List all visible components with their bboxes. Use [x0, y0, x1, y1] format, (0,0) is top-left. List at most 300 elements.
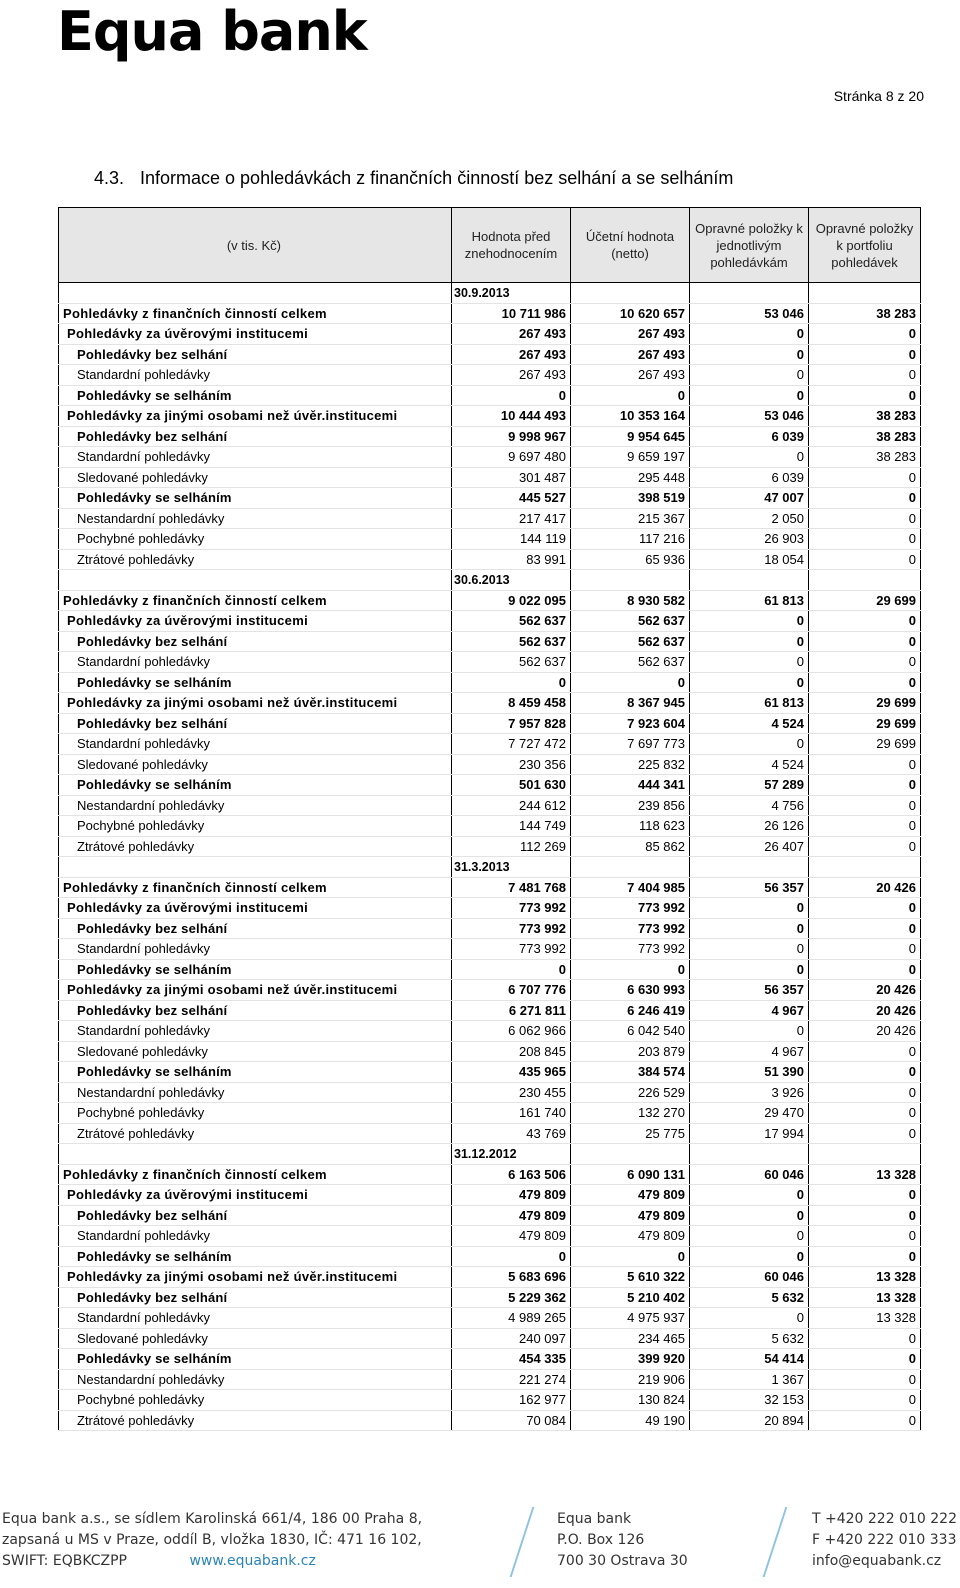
value-cell: 244 612 — [452, 795, 571, 816]
table-row — [59, 959, 921, 980]
row-label: Pochybné pohledávky — [59, 816, 452, 837]
value-cell: 118 623 — [571, 816, 690, 837]
value-cell: 29 699 — [809, 693, 921, 714]
date-row-spacer — [809, 1144, 921, 1165]
row-label: Standardní pohledávky — [59, 1308, 452, 1329]
value-cell: 0 — [690, 1308, 809, 1329]
value-cell: 5 632 — [690, 1328, 809, 1349]
table-row — [59, 1226, 921, 1247]
footer-postal — [557, 1509, 688, 1572]
table-row — [59, 1267, 921, 1288]
table-row — [59, 1390, 921, 1411]
date-row-spacer — [571, 283, 690, 304]
table-row — [59, 467, 921, 488]
table-row — [59, 1164, 921, 1185]
value-cell: 384 574 — [571, 1062, 690, 1083]
table-body — [59, 283, 921, 1431]
date-row-spacer — [690, 283, 809, 304]
value-cell: 454 335 — [452, 1349, 571, 1370]
row-label: Nestandardní pohledávky — [59, 508, 452, 529]
value-cell: 0 — [690, 1246, 809, 1267]
value-cell: 773 992 — [452, 918, 571, 939]
date-row-spacer — [571, 570, 690, 591]
value-cell: 0 — [809, 816, 921, 837]
row-label: Pohledávky bez selhání — [59, 713, 452, 734]
value-cell: 0 — [690, 324, 809, 345]
value-cell: 49 190 — [571, 1410, 690, 1431]
value-cell: 0 — [809, 959, 921, 980]
row-label: Pohledávky bez selhání — [59, 426, 452, 447]
value-cell: 0 — [571, 959, 690, 980]
table-row — [59, 324, 921, 345]
value-cell: 51 390 — [690, 1062, 809, 1083]
value-cell: 479 809 — [452, 1185, 571, 1206]
value-cell: 4 967 — [690, 1041, 809, 1062]
footer-line: Equa bank a.s., se sídlem Karolinská 661/4, 186 00 Praha 8, — [2, 1511, 423, 1527]
value-cell: 0 — [809, 1082, 921, 1103]
table-row — [59, 631, 921, 652]
value-cell: 0 — [690, 672, 809, 693]
row-label: Nestandardní pohledávky — [59, 1369, 452, 1390]
value-cell: 0 — [809, 467, 921, 488]
value-cell: 773 992 — [452, 898, 571, 919]
footer-fax: F +420 222 010 333 — [812, 1532, 957, 1548]
row-label: Standardní pohledávky — [59, 939, 452, 960]
value-cell: 0 — [571, 1246, 690, 1267]
date-row-spacer — [690, 1144, 809, 1165]
row-label: Standardní pohledávky — [59, 1021, 452, 1042]
value-cell: 240 097 — [452, 1328, 571, 1349]
value-cell: 13 328 — [809, 1287, 921, 1308]
table-row — [59, 508, 921, 529]
value-cell: 0 — [809, 611, 921, 632]
value-cell: 0 — [690, 365, 809, 386]
value-cell: 132 270 — [571, 1103, 690, 1124]
value-cell: 18 054 — [690, 549, 809, 570]
value-cell: 773 992 — [571, 939, 690, 960]
row-label: Pochybné pohledávky — [59, 1103, 452, 1124]
table-row — [59, 1062, 921, 1083]
table-row — [59, 426, 921, 447]
table-row — [59, 344, 921, 365]
value-cell: 445 527 — [452, 488, 571, 509]
value-cell: 773 992 — [571, 918, 690, 939]
row-label: Pohledávky za jinými osobami než úvěr.institucemi — [59, 980, 452, 1001]
value-cell: 234 465 — [571, 1328, 690, 1349]
value-cell: 6 163 506 — [452, 1164, 571, 1185]
table-row — [59, 795, 921, 816]
value-cell: 5 632 — [690, 1287, 809, 1308]
value-cell: 162 977 — [452, 1390, 571, 1411]
footer-line — [2, 1551, 422, 1572]
value-cell: 4 524 — [690, 713, 809, 734]
value-cell: 32 153 — [690, 1390, 809, 1411]
footer — [0, 1503, 960, 1588]
value-cell: 295 448 — [571, 467, 690, 488]
table-row — [59, 1041, 921, 1062]
row-label: Pohledávky bez selhání — [59, 1205, 452, 1226]
value-cell: 267 493 — [452, 344, 571, 365]
row-label: Pohledávky za jinými osobami než úvěr.institucemi — [59, 406, 452, 427]
value-cell: 5 229 362 — [452, 1287, 571, 1308]
value-cell: 20 894 — [690, 1410, 809, 1431]
value-cell: 5 683 696 — [452, 1267, 571, 1288]
value-cell: 0 — [809, 1041, 921, 1062]
value-cell: 225 832 — [571, 754, 690, 775]
date-row — [59, 283, 921, 304]
table-row — [59, 1205, 921, 1226]
table-row — [59, 1103, 921, 1124]
table-row — [59, 1308, 921, 1329]
value-cell: 0 — [690, 611, 809, 632]
section-heading — [94, 168, 733, 189]
value-cell: 0 — [809, 324, 921, 345]
table-row — [59, 1328, 921, 1349]
value-cell: 7 957 828 — [452, 713, 571, 734]
value-cell: 26 903 — [690, 529, 809, 550]
date-row — [59, 1144, 921, 1165]
header-net-value: Účetní hodnota (netto) — [571, 208, 690, 283]
value-cell: 29 699 — [809, 734, 921, 755]
receivables-table — [58, 207, 921, 1431]
table-row — [59, 693, 921, 714]
value-cell: 0 — [452, 1246, 571, 1267]
value-cell: 10 353 164 — [571, 406, 690, 427]
table-row — [59, 1021, 921, 1042]
date-row-spacer — [809, 857, 921, 878]
value-cell: 0 — [690, 631, 809, 652]
page-number: Stránka 8 z 20 — [833, 88, 924, 104]
table-row — [59, 1082, 921, 1103]
value-cell: 10 711 986 — [452, 303, 571, 324]
value-cell: 0 — [809, 508, 921, 529]
value-cell: 61 813 — [690, 590, 809, 611]
value-cell: 0 — [809, 1328, 921, 1349]
value-cell: 221 274 — [452, 1369, 571, 1390]
value-cell: 20 426 — [809, 980, 921, 1001]
value-cell: 0 — [690, 939, 809, 960]
value-cell: 0 — [809, 672, 921, 693]
table-row — [59, 447, 921, 468]
header-units: (v tis. Kč) — [59, 208, 452, 283]
value-cell: 0 — [809, 344, 921, 365]
table-row — [59, 611, 921, 632]
table-row — [59, 1000, 921, 1021]
value-cell: 9 998 967 — [452, 426, 571, 447]
value-cell: 7 923 604 — [571, 713, 690, 734]
value-cell: 20 426 — [809, 877, 921, 898]
row-label: Pohledávky bez selhání — [59, 631, 452, 652]
footer-divider — [763, 1507, 788, 1577]
value-cell: 267 493 — [571, 365, 690, 386]
value-cell: 0 — [690, 1226, 809, 1247]
row-label: Ztrátové pohledávky — [59, 549, 452, 570]
value-cell: 65 936 — [571, 549, 690, 570]
row-label: Pohledávky se selháním — [59, 959, 452, 980]
row-label: Pohledávky za úvěrovými institucemi — [59, 611, 452, 632]
value-cell: 239 856 — [571, 795, 690, 816]
value-cell: 4 975 937 — [571, 1308, 690, 1329]
row-label: Pohledávky bez selhání — [59, 918, 452, 939]
value-cell: 0 — [690, 1185, 809, 1206]
value-cell: 444 341 — [571, 775, 690, 796]
value-cell: 60 046 — [690, 1164, 809, 1185]
footer-email-link[interactable]: info@equabank.cz — [812, 1553, 942, 1569]
value-cell: 4 967 — [690, 1000, 809, 1021]
value-cell: 4 989 265 — [452, 1308, 571, 1329]
value-cell: 56 357 — [690, 980, 809, 1001]
value-cell: 0 — [690, 344, 809, 365]
date-row-spacer — [809, 283, 921, 304]
row-label: Pohledávky se selháním — [59, 1246, 452, 1267]
value-cell: 5 610 322 — [571, 1267, 690, 1288]
value-cell: 161 740 — [452, 1103, 571, 1124]
value-cell: 0 — [690, 652, 809, 673]
value-cell: 0 — [809, 1410, 921, 1431]
footer-swift: SWIFT: EQBKCZPP — [2, 1553, 127, 1569]
value-cell: 0 — [809, 385, 921, 406]
footer-address — [2, 1509, 422, 1572]
value-cell: 479 809 — [452, 1205, 571, 1226]
value-cell: 57 289 — [690, 775, 809, 796]
value-cell: 53 046 — [690, 406, 809, 427]
value-cell: 479 809 — [571, 1185, 690, 1206]
date-label-spacer — [59, 1144, 452, 1165]
value-cell: 3 926 — [690, 1082, 809, 1103]
value-cell: 43 769 — [452, 1123, 571, 1144]
value-cell: 17 994 — [690, 1123, 809, 1144]
value-cell: 38 283 — [809, 426, 921, 447]
row-label: Pohledávky za jinými osobami než úvěr.institucemi — [59, 693, 452, 714]
table-row — [59, 816, 921, 837]
value-cell: 0 — [809, 1185, 921, 1206]
period-date: 30.9.2013 — [452, 283, 571, 304]
date-row-spacer — [571, 857, 690, 878]
value-cell: 0 — [809, 365, 921, 386]
row-label: Pohledávky z finančních činností celkem — [59, 303, 452, 324]
value-cell: 398 519 — [571, 488, 690, 509]
header-portfolio-provisions: Opravné položky k portfoliu pohledávek — [809, 208, 921, 283]
table-row — [59, 488, 921, 509]
value-cell: 7 481 768 — [452, 877, 571, 898]
value-cell: 0 — [809, 1246, 921, 1267]
value-cell: 0 — [690, 1021, 809, 1042]
value-cell: 8 367 945 — [571, 693, 690, 714]
value-cell: 0 — [690, 898, 809, 919]
table-row — [59, 918, 921, 939]
value-cell: 130 824 — [571, 1390, 690, 1411]
value-cell: 29 699 — [809, 713, 921, 734]
value-cell: 230 356 — [452, 754, 571, 775]
value-cell: 13 328 — [809, 1308, 921, 1329]
value-cell: 25 775 — [571, 1123, 690, 1144]
value-cell: 0 — [809, 918, 921, 939]
header-individual-provisions: Opravné položky k jednotlivým pohledávkám — [690, 208, 809, 283]
value-cell: 9 022 095 — [452, 590, 571, 611]
value-cell: 8 930 582 — [571, 590, 690, 611]
value-cell: 38 283 — [809, 447, 921, 468]
value-cell: 0 — [690, 447, 809, 468]
date-row-spacer — [809, 570, 921, 591]
table-row — [59, 939, 921, 960]
value-cell: 0 — [809, 754, 921, 775]
value-cell: 60 046 — [690, 1267, 809, 1288]
row-label: Pohledávky bez selhání — [59, 344, 452, 365]
table-row — [59, 1246, 921, 1267]
equa-bank-logo — [57, 2, 367, 68]
date-row-spacer — [690, 570, 809, 591]
value-cell: 0 — [809, 939, 921, 960]
row-label: Pohledávky se selháním — [59, 385, 452, 406]
row-label: Pohledávky se selháním — [59, 1062, 452, 1083]
row-label: Standardní pohledávky — [59, 652, 452, 673]
section-title: Informace o pohledávkách z finančních činností bez selhání a se selháním — [140, 168, 734, 188]
period-date: 31.12.2012 — [452, 1144, 571, 1165]
row-label: Pohledávky se selháním — [59, 1349, 452, 1370]
value-cell: 5 210 402 — [571, 1287, 690, 1308]
row-label: Pohledávky za úvěrovými institucemi — [59, 324, 452, 345]
date-label-spacer — [59, 570, 452, 591]
value-cell: 0 — [809, 631, 921, 652]
value-cell: 6 039 — [690, 426, 809, 447]
row-label: Standardní pohledávky — [59, 365, 452, 386]
footer-website-link[interactable]: www.equabank.cz — [189, 1553, 316, 1569]
value-cell: 9 697 480 — [452, 447, 571, 468]
row-label: Pohledávky z finančních činností celkem — [59, 1164, 452, 1185]
value-cell: 267 493 — [571, 324, 690, 345]
value-cell: 0 — [809, 488, 921, 509]
value-cell: 0 — [809, 898, 921, 919]
value-cell: 0 — [809, 1390, 921, 1411]
value-cell: 230 455 — [452, 1082, 571, 1103]
value-cell: 54 414 — [690, 1349, 809, 1370]
value-cell: 215 367 — [571, 508, 690, 529]
row-label: Ztrátové pohledávky — [59, 1410, 452, 1431]
footer-line: P.O. Box 126 — [557, 1532, 645, 1548]
row-label: Ztrátové pohledávky — [59, 1123, 452, 1144]
value-cell: 6 042 540 — [571, 1021, 690, 1042]
value-cell: 8 459 458 — [452, 693, 571, 714]
table-row — [59, 754, 921, 775]
value-cell: 0 — [690, 959, 809, 980]
value-cell: 117 216 — [571, 529, 690, 550]
row-label: Standardní pohledávky — [59, 447, 452, 468]
table-row — [59, 980, 921, 1001]
value-cell: 226 529 — [571, 1082, 690, 1103]
value-cell: 0 — [809, 529, 921, 550]
value-cell: 20 426 — [809, 1021, 921, 1042]
row-label: Pohledávky se selháním — [59, 775, 452, 796]
value-cell: 501 630 — [452, 775, 571, 796]
table-row — [59, 385, 921, 406]
value-cell: 13 328 — [809, 1267, 921, 1288]
value-cell: 6 062 966 — [452, 1021, 571, 1042]
value-cell: 0 — [809, 1123, 921, 1144]
value-cell: 20 426 — [809, 1000, 921, 1021]
date-row-spacer — [690, 857, 809, 878]
period-date: 31.3.2013 — [452, 857, 571, 878]
value-cell: 112 269 — [452, 836, 571, 857]
value-cell: 26 407 — [690, 836, 809, 857]
value-cell: 479 809 — [571, 1205, 690, 1226]
footer-line: 700 30 Ostrava 30 — [557, 1553, 688, 1569]
row-label: Sledované pohledávky — [59, 1041, 452, 1062]
value-cell: 10 620 657 — [571, 303, 690, 324]
row-label: Pochybné pohledávky — [59, 529, 452, 550]
value-cell: 562 637 — [452, 652, 571, 673]
value-cell: 0 — [571, 672, 690, 693]
table-header-row — [59, 208, 921, 283]
value-cell: 6 707 776 — [452, 980, 571, 1001]
table-row — [59, 713, 921, 734]
table-row — [59, 734, 921, 755]
table-row — [59, 775, 921, 796]
value-cell: 562 637 — [452, 631, 571, 652]
value-cell: 13 328 — [809, 1164, 921, 1185]
table-row — [59, 406, 921, 427]
table-row — [59, 1287, 921, 1308]
footer-line: Equa bank — [557, 1511, 632, 1527]
value-cell: 0 — [690, 1205, 809, 1226]
table-row — [59, 590, 921, 611]
table-row — [59, 1123, 921, 1144]
row-label: Pohledávky bez selhání — [59, 1287, 452, 1308]
row-label: Pochybné pohledávky — [59, 1390, 452, 1411]
value-cell: 70 084 — [452, 1410, 571, 1431]
footer-line: zapsaná u MS v Praze, oddíl B, vložka 1830, IČ: 471 16 102, — [2, 1532, 422, 1548]
table-row — [59, 836, 921, 857]
value-cell: 83 991 — [452, 549, 571, 570]
value-cell: 301 487 — [452, 467, 571, 488]
table-row — [59, 549, 921, 570]
value-cell: 562 637 — [452, 611, 571, 632]
value-cell: 38 283 — [809, 303, 921, 324]
value-cell: 9 954 645 — [571, 426, 690, 447]
value-cell: 203 879 — [571, 1041, 690, 1062]
value-cell: 0 — [809, 1205, 921, 1226]
value-cell: 0 — [452, 385, 571, 406]
value-cell: 0 — [809, 836, 921, 857]
value-cell: 1 367 — [690, 1369, 809, 1390]
row-label: Nestandardní pohledávky — [59, 1082, 452, 1103]
value-cell: 479 809 — [452, 1226, 571, 1247]
period-date: 30.6.2013 — [452, 570, 571, 591]
row-label: Sledované pohledávky — [59, 467, 452, 488]
value-cell: 6 090 131 — [571, 1164, 690, 1185]
row-label: Pohledávky bez selhání — [59, 1000, 452, 1021]
value-cell: 0 — [809, 1369, 921, 1390]
table-row — [59, 303, 921, 324]
value-cell: 29 699 — [809, 590, 921, 611]
value-cell: 61 813 — [690, 693, 809, 714]
value-cell: 0 — [571, 385, 690, 406]
value-cell: 267 493 — [452, 365, 571, 386]
footer-divider — [510, 1507, 535, 1577]
value-cell: 144 119 — [452, 529, 571, 550]
value-cell: 0 — [809, 1226, 921, 1247]
row-label: Pohledávky se selháním — [59, 672, 452, 693]
value-cell: 399 920 — [571, 1349, 690, 1370]
value-cell: 0 — [809, 652, 921, 673]
row-label: Sledované pohledávky — [59, 1328, 452, 1349]
logo-text: Equa bank — [57, 0, 367, 63]
value-cell: 0 — [690, 385, 809, 406]
value-cell: 29 470 — [690, 1103, 809, 1124]
value-cell: 4 524 — [690, 754, 809, 775]
value-cell: 38 283 — [809, 406, 921, 427]
value-cell: 562 637 — [571, 652, 690, 673]
value-cell: 85 862 — [571, 836, 690, 857]
